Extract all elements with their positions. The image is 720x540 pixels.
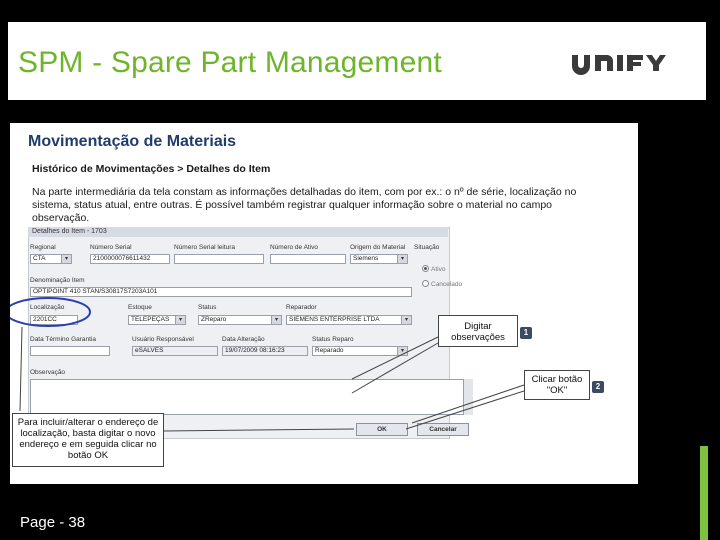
location-field[interactable]: 2201CC — [30, 315, 78, 325]
breadcrumb: Histórico de Movimentações > Detalhes do Item — [32, 163, 271, 175]
serial-read-label: Número Serial leitura — [174, 244, 236, 251]
page-heading: Movimentação de Materiais — [28, 133, 237, 150]
arrow-notes-2 — [352, 343, 438, 393]
notes-label: Observação — [30, 369, 66, 376]
regional-label: Regional — [30, 244, 56, 251]
panel-title: Detalhes do Item - 1703 — [28, 227, 448, 237]
origin-label: Origem do Material — [350, 244, 406, 251]
status-radio-label: Situação — [414, 244, 440, 251]
changed-date-label: Data Alteração — [222, 336, 265, 343]
repairer-value: SIEMENS ENTERPRISE LTDA — [289, 316, 380, 323]
unify-logo — [570, 50, 674, 76]
ok-callout: Clicar botão "OK" — [524, 370, 590, 400]
item-name-label: Denominação Item — [30, 277, 85, 284]
serial-label: Número Serial — [90, 244, 132, 251]
notes-callout: Digitar observações — [438, 315, 518, 347]
chevron-down-icon: ▾ — [61, 255, 71, 263]
arrow-ok-2 — [406, 391, 524, 429]
ok-button[interactable]: OK — [356, 423, 408, 436]
arrow-ok-from-help — [164, 429, 354, 431]
regional-value: CTA — [33, 255, 46, 262]
chevron-down-icon: ▾ — [397, 255, 407, 263]
location-label: Localização — [30, 304, 65, 311]
step-1-badge: 1 — [520, 327, 532, 339]
chevron-down-icon: ▾ — [397, 347, 407, 355]
user-label: Usuário Responsável — [132, 336, 194, 343]
repair-status-value: Reparado — [315, 347, 344, 354]
chevron-down-icon: ▾ — [401, 316, 411, 324]
arrow-location — [20, 327, 22, 411]
serial-field[interactable]: 2100000076611432 — [90, 254, 170, 264]
repairer-label: Reparador — [286, 304, 317, 311]
item-name-field[interactable]: OPTIPOINT 410 STAN/S30817S7203A101 — [30, 287, 412, 297]
arrow-notes-1 — [352, 337, 438, 379]
status-value: ZReparo — [201, 316, 227, 323]
location-help-callout: Para incluir/alterar o endereço de localização, basta digitar o novo endereço e em seguida clicar no botão OK — [12, 413, 164, 467]
description-text: Na parte intermediária da tela constam as informações detalhadas do item, com por ex.: o nº de série, localização no sistema, status atual, entre outras. É possível também registrar qualquer informação sobre o material no campo observação. — [32, 186, 577, 224]
user-field: eSALVES — [132, 346, 218, 356]
accent-bar — [700, 446, 708, 540]
slide-title-bar — [8, 22, 706, 100]
asset-label: Número de Ativo — [270, 244, 319, 251]
page-number: Page - 38 — [20, 514, 86, 531]
slide-title: SPM - Spare Part Management — [18, 46, 442, 79]
cancelled-radio-label: Cancelado — [431, 281, 463, 288]
warranty-label: Data Término Garantia — [30, 336, 96, 343]
status-label: Status — [198, 304, 217, 311]
origin-value: Siemens — [353, 255, 379, 262]
repair-status-label: Status Reparo — [312, 336, 354, 343]
location-highlight — [10, 298, 90, 326]
step-2-badge: 2 — [592, 381, 604, 393]
chevron-down-icon: ▾ — [271, 316, 281, 324]
changed-date-field: 19/07/2009 08:16:23 — [222, 346, 308, 356]
arrow-ok-1 — [412, 385, 524, 423]
chevron-down-icon: ▾ — [175, 316, 185, 324]
active-radio-label: Ativo — [431, 266, 446, 273]
stock-value: TELEPEÇAS — [131, 316, 170, 323]
app-screenshot — [10, 123, 638, 484]
cancel-button[interactable]: Cancelar — [417, 423, 469, 436]
stock-label: Estoque — [128, 304, 152, 311]
annotation-arrows — [10, 123, 638, 484]
